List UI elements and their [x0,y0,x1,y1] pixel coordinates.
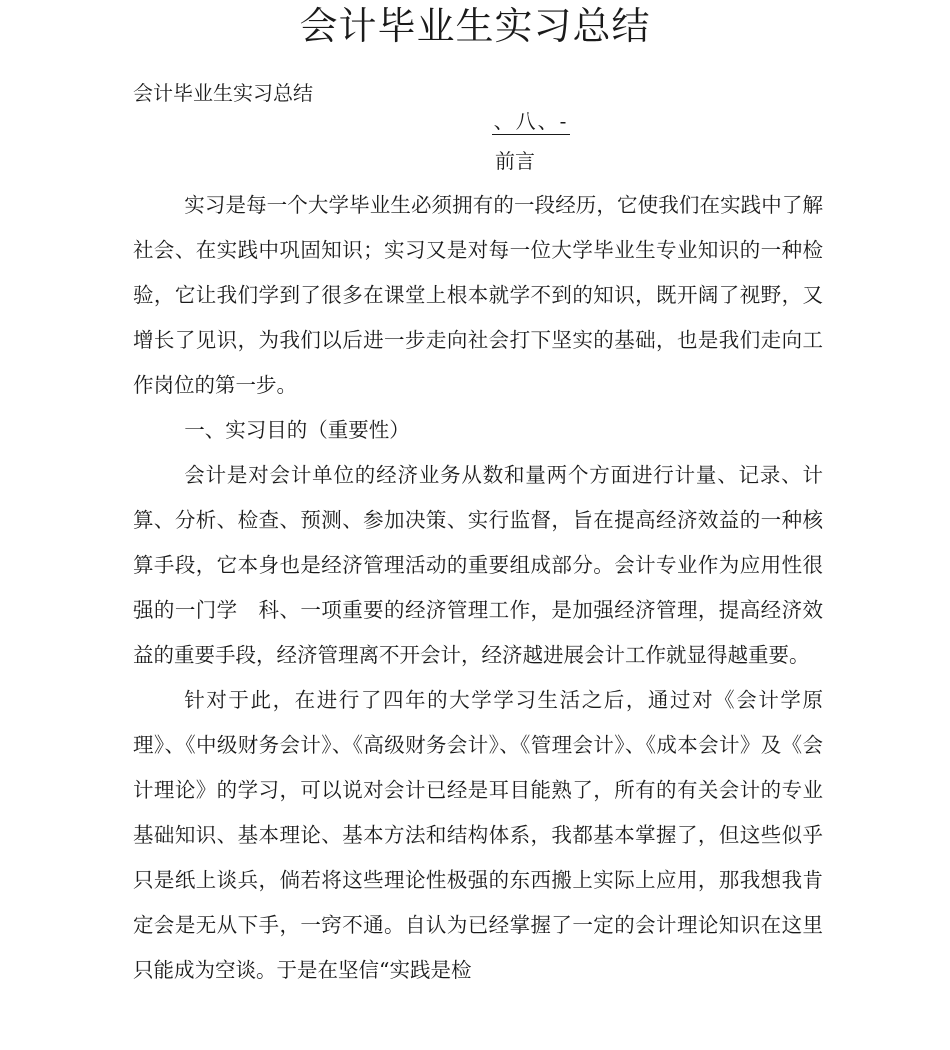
document-subtitle: 会计毕业生实习总结 [133,81,313,105]
section-heading: 一、实习目的（重要性） [184,418,410,442]
paragraph-intro: 实习是每一个大学毕业生必须拥有的一段经历，它使我们在实践中了解社会、在实践中巩固知识；实习又是对每一位大学毕业生专业知识的一种检验，它让我们学到了很多在课堂上根本就学不到的知识，既开阔了视野，又增长了见识，为我们以后进一步走向社会打下坚实的基础，也是我们走向工作岗位的第一步。 [133,193,823,397]
paragraph-accounting: 会计是对会计单位的经济业务从数和量两个方面进行计量、记录、计算、分析、检查、预测、参加决策、实行监督，旨在提高经济效益的一种核算手段，它本身也是经济管理活动的重要组成部分。会计专业作为应用性很强的一门学 科、一项重要的经济管理工作，是加强经济管理，提高经济效益的重要手段，经济管理离不开会计，经济越进展会计工作就显得越重要。 [133,463,823,667]
decorative-separator [0,108,950,135]
decorative-separator-text: 、八、- [493,109,569,133]
document-body [133,183,823,993]
document-title: 会计毕业生实习总结 [299,4,651,48]
paragraph-study: 针对于此，在进行了四年的大学学习生活之后，通过对《会计学原理》、《中级财务会计》、《高级财务会计》、《管理会计》、《成本会计》及《会计理论》的学习，可以说对会计已经是耳目能熟了，所有的有关会计的专业基础知识、基本理论、基本方法和结构体系，我都基本掌握了，但这些似乎只是纸上谈兵，倘若将这些理论性极强的东西搬上实际上应用，那我想我肯定会是无从下手，一窍不通。自认为已经掌握了一定的会计理论知识在这里只能成为空谈。于是在坚信“实践是检 [133,688,823,982]
preface-heading: 前言 [495,149,535,173]
